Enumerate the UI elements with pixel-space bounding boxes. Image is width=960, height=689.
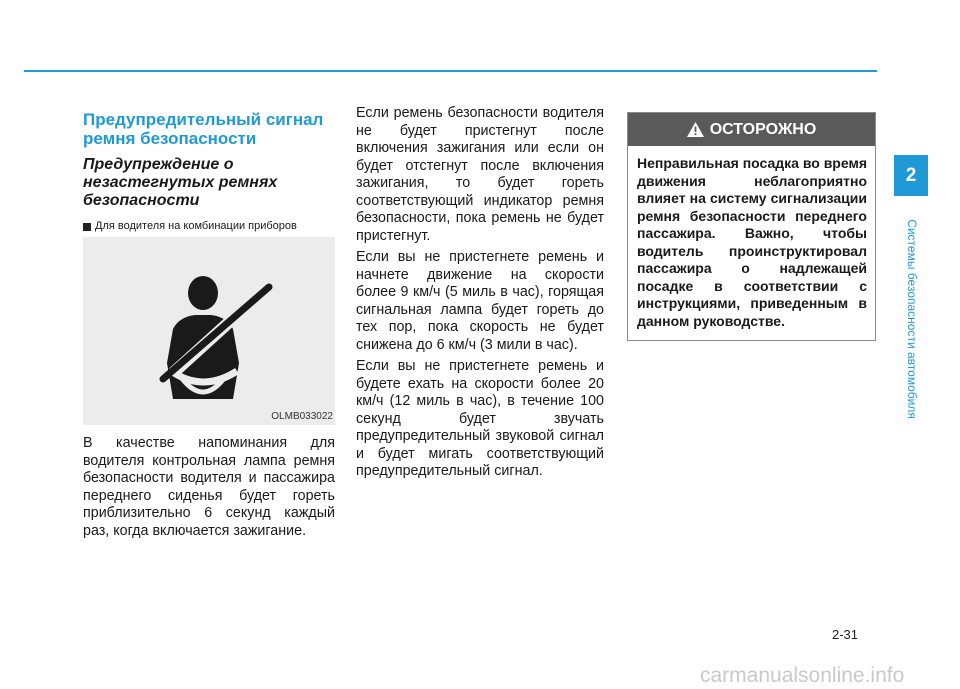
figure-seatbelt	[83, 237, 335, 425]
warning-text: Неправильная посадка во время движения неблагоприятно влияет на систему сигнализации ремня безопасности переднего пассажира. Важно, чтобы водитель проинструктировал пассажира о надлежащей посадке в соответствии с инструкциями, приведенным в данном руководстве.	[637, 155, 867, 329]
page-number: 2-31	[832, 627, 859, 642]
warning-header	[628, 113, 875, 146]
figure-caption-text: Для водителя на комбинации приборов	[95, 220, 297, 232]
section-title: Предупредительный сигнал ремня безопасности	[83, 110, 324, 148]
paragraph-speed-20: Если вы не пристегнете ремень и будете ехать на скорости более 20 км/ч (12 миль в час), в течение 100 секунд будет звучать предупредительный звуковой сигнал и будет мигать соответствующий предупредительный сигнал.	[356, 358, 604, 479]
middle-column	[356, 105, 604, 485]
paragraph-reminder: В качестве напоминания для водителя контрольная лампа ремня безопасности водителя и пассажира переднего сиденья будет гореть приблизительно 6 секунд каждый раз, когда включается зажигание.	[83, 435, 335, 539]
warning-box	[627, 112, 876, 341]
chapter-title	[905, 219, 919, 419]
seatbelt-warning-icon	[83, 237, 335, 425]
paragraph-indicator: Если ремень безопасности водителя не будет пристегнут после включения зажигания или если он будет отстегнут после включения зажигания, то будет гореть соответствующий индикатор ремня безопасности, пока ремень не будет пристегнут.	[356, 105, 604, 244]
warning-title: ОСТОРОЖНО	[709, 120, 817, 138]
paragraph-speed-9: Если вы не пристегнете ремень и начнете движение на скорости более 9 км/ч (5 миль в час), горящая сигнальная лампа будет гореть до тех пор, пока скорость не будет снижена до 6 км/ч (3 мили в час).	[356, 249, 604, 353]
top-rule	[24, 70, 877, 72]
chapter-title-text: Системы безопасности автомобиля	[905, 219, 919, 419]
watermark: carmanualsonline.info	[700, 664, 905, 687]
bullet-square-icon	[83, 223, 91, 231]
figure-code: OLMB033022	[271, 411, 333, 422]
figure-caption	[83, 220, 335, 233]
chapter-tab: 2	[894, 155, 928, 196]
left-column	[83, 110, 335, 544]
section-subtitle: Предупреждение о незастегнутых ремнях безопасности	[83, 156, 278, 209]
warning-triangle-icon	[687, 122, 704, 137]
